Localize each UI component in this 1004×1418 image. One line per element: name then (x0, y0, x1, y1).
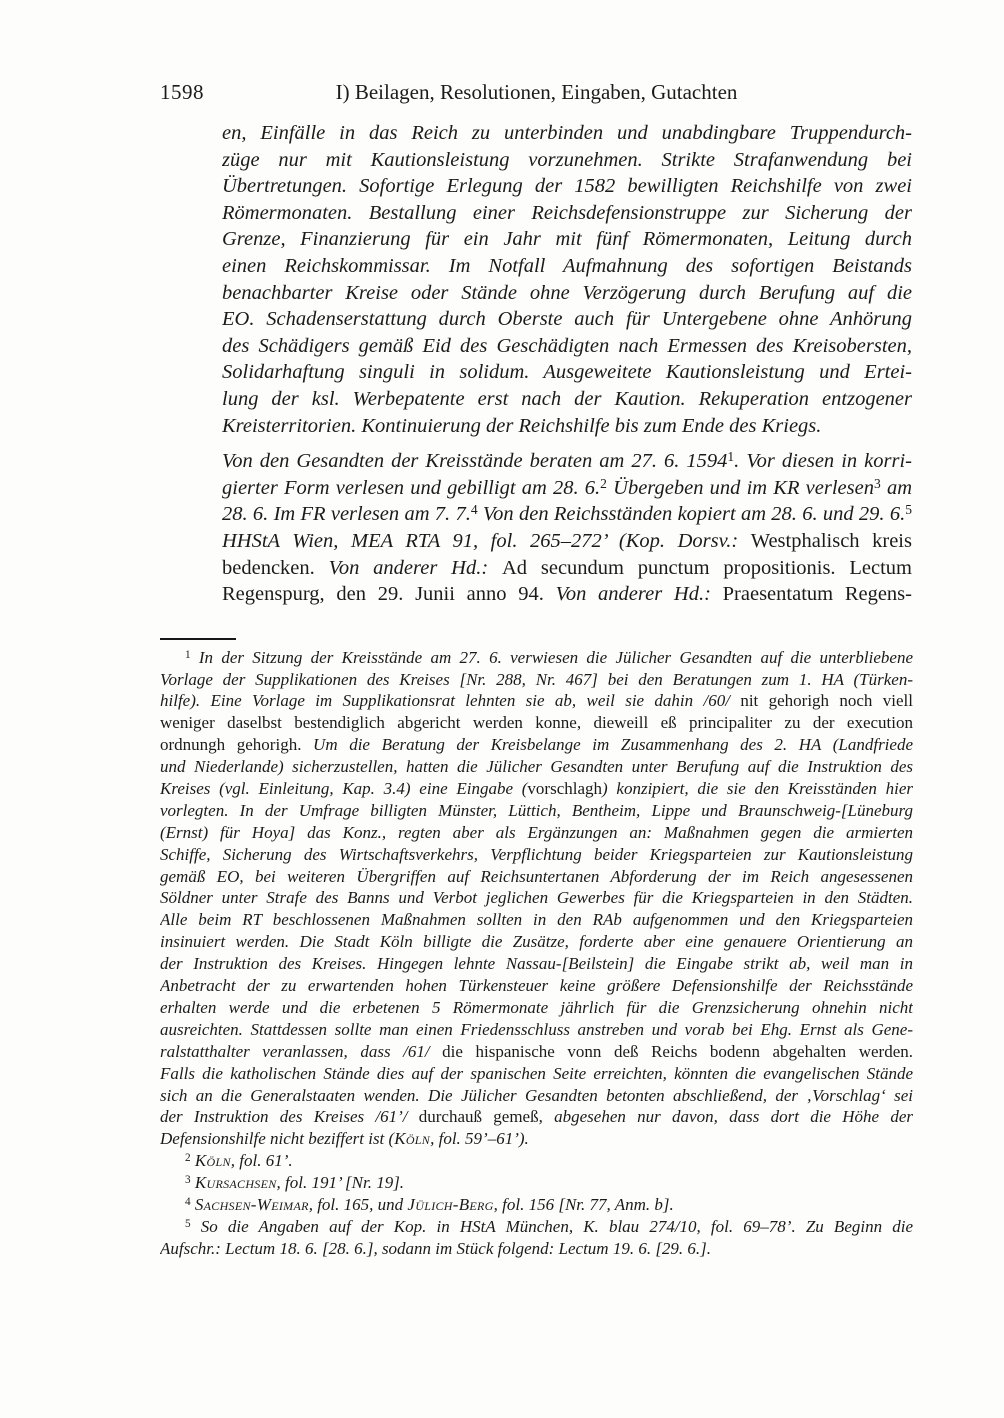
text-segment: Schiffe, Sicherung des Wirtschaftsverkehrs, Verpflichtung beider Kriegsparteien zur Kautionsleistung (160, 844, 913, 864)
text-line (222, 306, 912, 333)
text-line (160, 1085, 913, 1107)
text-segment: , abgesehen nur davon, dass dort die Höhe der (538, 1107, 913, 1127)
text-segment: durchauß gemeß (418, 1107, 539, 1127)
text-line (222, 475, 912, 502)
text-segment: Von den Reichsständen kopiert am 28. 6. und 29. 6. (477, 503, 906, 526)
text-segment: ) konzipiert, die sie den Kreisständen hier (602, 779, 913, 799)
text-segment: des Schädigers gemäß Eid des Geschädigten nach Ermessen des Kreisobersten, (222, 334, 912, 357)
text-segment: Westphalisch kreis (750, 529, 912, 552)
text-segment: und Niederlande) sicherzustellen, hatten die Jülicher Gesandten unter Berufung auf die Instruktion des (160, 757, 913, 777)
text-line (160, 669, 913, 691)
text-line (160, 647, 913, 669)
text-segment: Jülich-Berg (407, 1194, 494, 1214)
text-line (160, 822, 913, 844)
text-line (160, 997, 913, 1019)
text-segment: Von anderer Hd.: (555, 583, 723, 606)
page-header (160, 80, 913, 106)
text-segment: Praesentatum Regens- (722, 583, 912, 606)
text-segment: Alle beim RT beschlossenen Maßnahmen sollten in den RAb aufgenommen und den Kriegsparteien (160, 910, 913, 930)
text-line (160, 778, 913, 800)
footnote-marker: 1 (727, 449, 735, 465)
page-number: 1598 (160, 80, 204, 104)
text-segment: . Vor diesen in korri- (734, 450, 912, 473)
text-segment: bedencken. (222, 556, 329, 579)
text-line (222, 120, 912, 147)
text-line (160, 712, 913, 734)
footnote-2 (160, 1150, 913, 1172)
text-segment: Falls die katholischen Stände dies auf der spanischen Seite erreichten, könnten die evangelischen Stände (160, 1063, 913, 1083)
footnote-marker: 3 (873, 475, 881, 491)
text-line (222, 226, 912, 253)
text-segment: (Ernst) für Hoya] das Konz., regten aber als Ergänzungen an: Maßnahmen gegen die armierten (160, 822, 913, 842)
text-line (160, 931, 913, 953)
text-line (222, 173, 912, 200)
text-segment: gemäß EO, bei weiteren Übergriffen auf Reichsuntertanen Abforderung der im Reich angesessenen (160, 866, 913, 886)
text-segment: züge nur mit Kautionsleistung vorzunehmen. Strikte Strafanwendung bei (222, 148, 912, 171)
text-segment: ralstatthalter veranlassen, dass /61/ (160, 1041, 443, 1061)
footnote-rule (160, 638, 236, 640)
text-line (222, 280, 912, 307)
footnote-marker: 2 (600, 475, 607, 491)
text-line (160, 1238, 913, 1260)
text-line (160, 734, 913, 756)
text-segment: sich an die Generalstaaten wenden. Die Jülicher Gesandten betonten abschließend, der ‚Vorschlag‘ sei (160, 1085, 913, 1105)
text-line (222, 386, 912, 413)
text-segment: Sachsen-Weimar (194, 1194, 309, 1214)
text-line (222, 413, 912, 440)
text-line (160, 1106, 913, 1128)
text-segment: Übertretungen. Sofortige Erlegung der 1582 bewilligten Reichshilfe von zwei (222, 175, 912, 198)
text-segment: Übergeben und im KR verlesen (606, 476, 874, 499)
text-segment: HHStA Wien, MEA RTA 91, fol. 265–272’ (Kop. Dorsv.: (222, 529, 751, 552)
provenance-paragraph (222, 448, 912, 608)
text-segment: erhalten werde und die erbetenen 5 Römermonate jährlich für die Grenzsicherung ohnehin nicht (160, 997, 913, 1017)
text-segment: Von den Gesandten der Kreisstände beraten am 27. 6. 1594 (222, 450, 728, 473)
text-segment: 28. 6. Im FR verlesen am 7. 7. (222, 503, 471, 526)
text-segment: Defensionshilfe nicht beziffert ist ( (160, 1129, 395, 1149)
text-line (160, 1172, 913, 1194)
text-segment: Grenze, Finanzierung für ein Jahr mit fünf Römermonaten, Leitung durch (222, 228, 912, 251)
text-line (160, 1063, 913, 1085)
text-line (222, 501, 912, 528)
text-segment: , fol. 61’. (230, 1151, 293, 1171)
footnote-marker: 4 (185, 1195, 191, 1208)
text-segment: So die Angaben auf der Kop. in HStA München, K. blau 274/10, fol. 69–78’. Zu Beginn die (190, 1216, 913, 1236)
text-line (222, 147, 912, 174)
text-segment: In der Sitzung der Kreisstände am 27. 6. verwiesen die Jülicher Gesandten auf die unterbliebene (190, 647, 913, 667)
text-segment: Solidarhaftung singuli in solidum. Ausgeweitete Kautionsleistung und Ertei- (222, 361, 912, 384)
text-line (222, 253, 912, 280)
text-segment: Anbetracht der zu erwartenden hohen Türkensteuer keine größere Defensionshilfe der Reichsstände (160, 976, 913, 996)
text-line (222, 555, 912, 582)
text-segment: , fol. 165, und (308, 1194, 408, 1214)
text-segment: Köln (194, 1151, 231, 1171)
text-segment: ordnungh gehorigh. (160, 735, 314, 755)
text-line (222, 528, 912, 555)
text-segment: gierter Form verlesen und gebilligt am 28. 6. (222, 476, 601, 499)
footnote-5 (160, 1216, 913, 1260)
text-line (160, 1019, 913, 1041)
text-segment: , fol. 156 [Nr. 77, Anm. b]. (493, 1194, 674, 1214)
footnote-4 (160, 1194, 913, 1216)
text-line (222, 359, 912, 386)
text-line (160, 1216, 913, 1238)
text-line (160, 1041, 913, 1063)
text-segment: Vorlage der Supplikationen des Kreises [Nr. 288, Nr. 467] bei den Beratungen zum 1. HA (Türken- (160, 669, 913, 689)
text-line (160, 1150, 913, 1172)
text-line (222, 333, 912, 360)
text-segment: einen Reichskommissar. Im Notfall Aufmahnung des sofortigen Beistands (222, 254, 912, 277)
text-segment: nit gehorigh noch viell (740, 691, 913, 711)
text-line (160, 1194, 913, 1216)
footnotes-section (160, 647, 913, 1260)
text-segment: insinuiert werden. Die Stadt Köln billigte die Zusätze, forderte aber eine genauere Orientierung an (160, 932, 913, 952)
text-line (160, 887, 913, 909)
text-line (222, 581, 912, 608)
text-segment: Söldner unter Strafe des Banns und Verbot jeglichen Gewerbes für die Kriegsparteien in den Städten. (160, 888, 913, 908)
text-segment: EO. Schadenserstattung durch Oberste auch für Untergebene ohne Anhörung (222, 308, 912, 331)
text-segment: am (880, 476, 912, 499)
text-segment: hilfe). Eine Vorlage im Supplikationsrat lehnten sie ab, weil sie dahin /60/ (160, 691, 741, 711)
text-line (160, 756, 913, 778)
text-line (160, 953, 913, 975)
text-segment: Aufschr.: Lectum 18. 6. [28. 6.], sodann im Stück folgend: Lectum 19. 6. [29. 6.]. (160, 1238, 712, 1258)
text-segment: weniger daselbst bestendiglich abgericht werden konne, dieweill eß principaliter zu der execution (160, 713, 913, 733)
text-segment: Römermonaten. Bestallung einer Reichsdefensionstruppe zur Sicherung der (222, 201, 912, 224)
text-segment: , fol. 191’ [Nr. 19]. (276, 1173, 405, 1193)
text-line (160, 975, 913, 997)
text-segment: ausreichten. Stattdessen sollte man einen Friedensschluss anstreben und vorab bei Ehg. Ernst als Gene- (160, 1019, 913, 1039)
text-line (160, 844, 913, 866)
footnote-marker: 2 (185, 1152, 191, 1165)
text-line (222, 200, 912, 227)
text-line (222, 448, 912, 475)
text-line (160, 909, 913, 931)
text-segment: vorschlagh (527, 779, 603, 799)
text-segment: Köln (394, 1129, 431, 1149)
text-segment: Kreises (vgl. Einleitung, Kap. 3.4) eine Eingabe ( (160, 779, 528, 799)
summary-paragraph (222, 120, 912, 439)
text-segment: Regenspurg, den 29. Junii anno 94. (222, 583, 556, 606)
text-segment: Um die Beratung der Kreisbelange im Zusammenhang des 2. HA (Landfriede (313, 735, 913, 755)
text-line (160, 1128, 913, 1150)
text-segment: die hispanische vonn deß Reichs bodenn abgehalten werden. (442, 1041, 913, 1061)
text-segment: lung der ksl. Werbepatente erst nach der Kaution. Rekuperation entzogener (222, 387, 912, 410)
text-segment: , fol. 59’–61’). (430, 1129, 529, 1149)
text-line (160, 866, 913, 888)
text-segment: vorlegten. In der Umfrage billigten Münster, Lüttich, Bentheim, Lippe und Braunschweig-[Lüneburg (160, 800, 913, 820)
text-segment: Kursachsen (194, 1173, 277, 1193)
footnote-marker: 3 (185, 1174, 191, 1187)
text-segment: Ad secundum punctum propositionis. Lectum (501, 556, 912, 579)
text-segment: Kreisterritorien. Kontinuierung der Reichshilfe bis zum Ende des Kriegs. (222, 414, 822, 437)
footnote-marker: 4 (470, 502, 478, 518)
text-segment: der Instruktion des Kreises /61’/ (160, 1107, 419, 1127)
page-content (160, 80, 913, 1260)
text-line (160, 800, 913, 822)
text-line (160, 690, 913, 712)
footnote-marker: 5 (185, 1217, 191, 1230)
text-segment: der Instruktion des Kreises. Hingegen lehnte Nassau-[Beilstein] die Eingabe strikt ab, weil man in (160, 954, 913, 974)
footnote-1 (160, 647, 913, 1150)
footnote-marker: 1 (185, 648, 191, 661)
footnote-marker: 5 (905, 502, 912, 518)
text-segment: benachbarter Kreise oder Stände ohne Verzögerung durch Berufung auf die (222, 281, 912, 304)
text-segment: en, Einfälle in das Reich zu unterbinden und unabdingbare Truppendurch- (222, 122, 912, 144)
running-head: I) Beilagen, Resolutionen, Eingaben, Gutachten (335, 80, 738, 104)
text-segment: Von anderer Hd.: (328, 556, 502, 579)
main-text-block (222, 120, 912, 608)
footnote-3 (160, 1172, 913, 1194)
